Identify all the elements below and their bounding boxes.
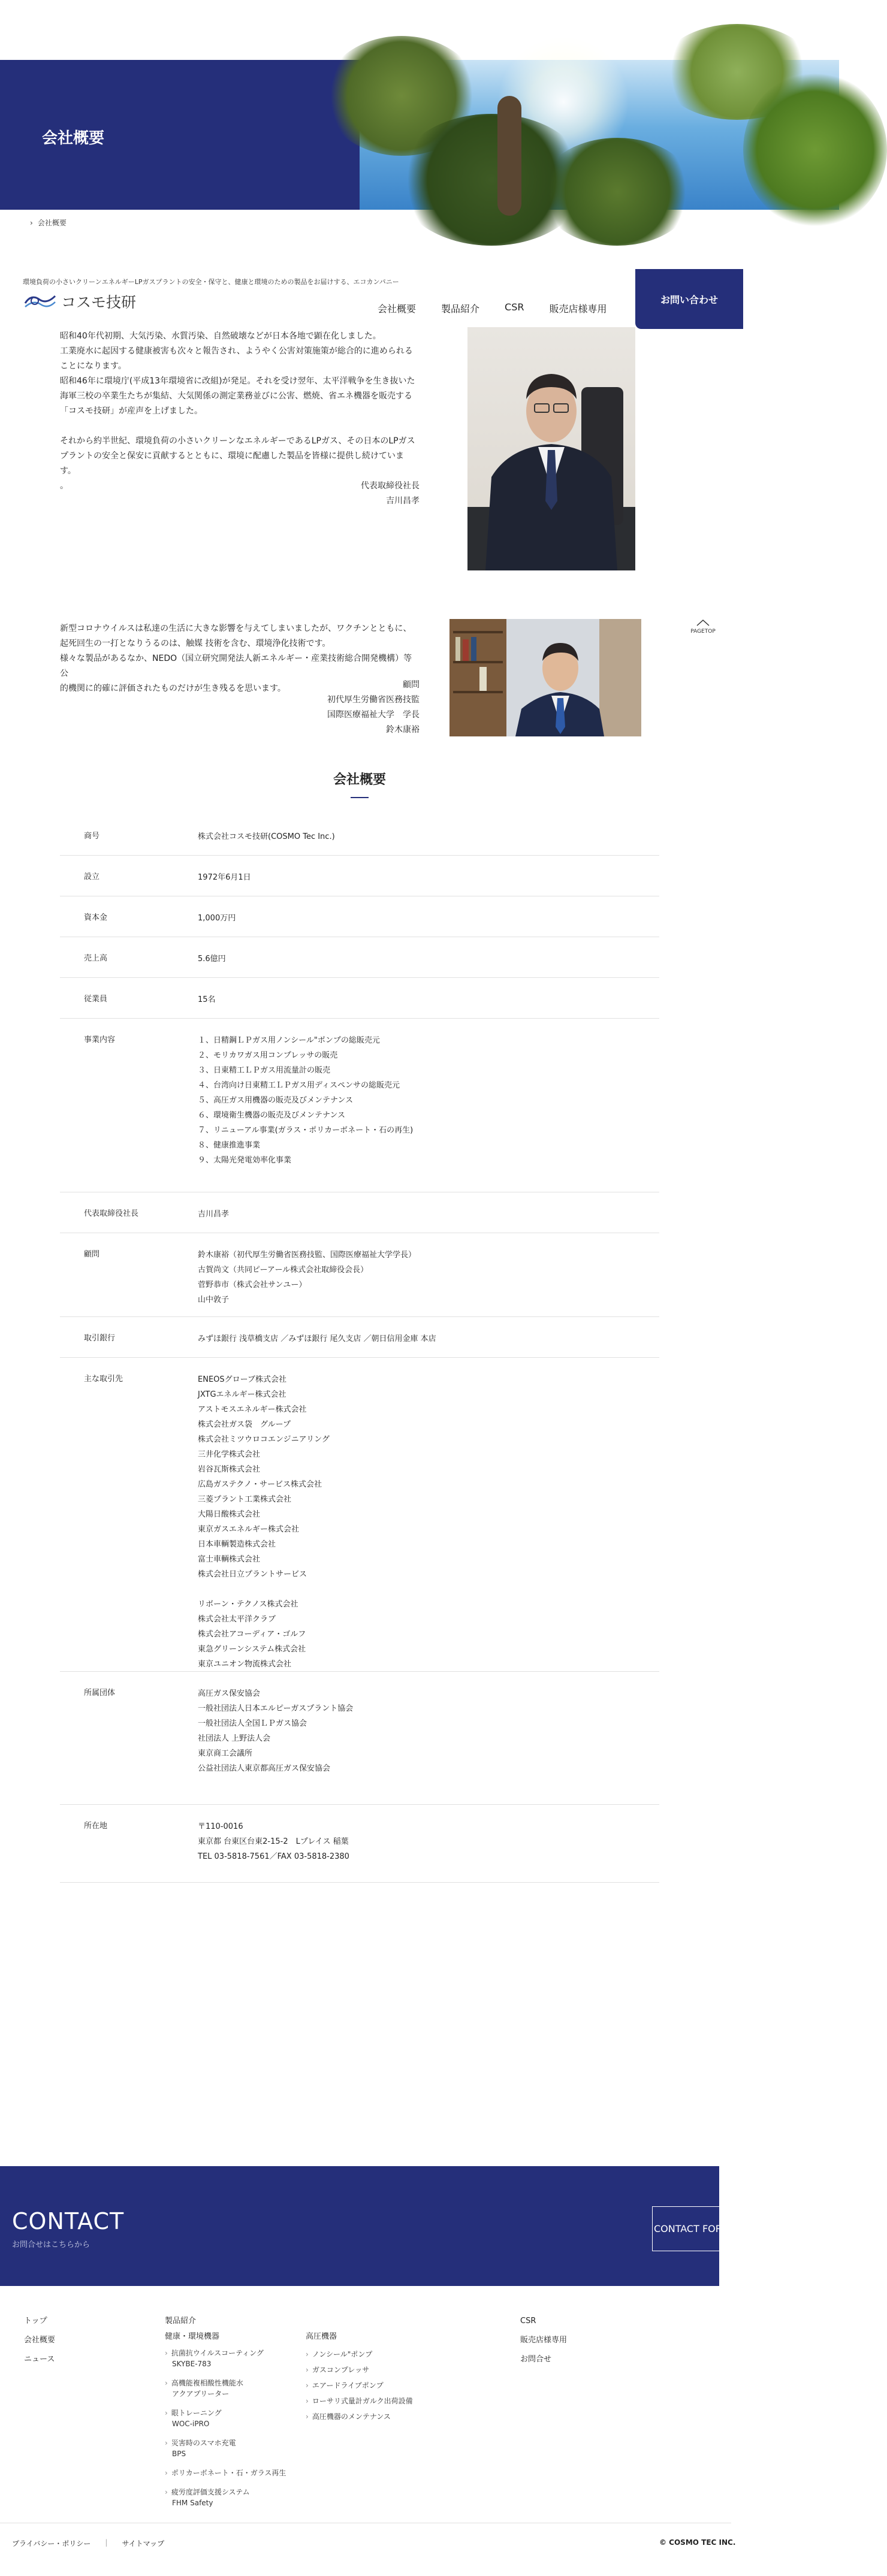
profile-value-line: 1972年6月1日 bbox=[198, 873, 251, 882]
nav-item-products[interactable]: 製品紹介 bbox=[441, 303, 480, 315]
message-line: 様々な製品があるなか、NEDO（国立研究開発法人新エネルギー・産業技術総合開発機構）等公 bbox=[60, 654, 412, 678]
footer-hp-text: ガスコンプレッサ bbox=[312, 2366, 370, 2374]
profile-row-label: 代表取締役社長 bbox=[84, 1209, 139, 1218]
site-logo[interactable] bbox=[23, 291, 136, 312]
footer-link-news[interactable]: ニュース bbox=[24, 2355, 55, 2364]
profile-row-value bbox=[198, 1819, 659, 1882]
footer-product-text: 高機能複相酸性機能水 bbox=[171, 2379, 243, 2387]
profile-value-line: 古賀尚文（共同ピーアール株式会社取締役会長） bbox=[198, 1266, 369, 1275]
footer-group-high-pressure: 高圧機器 bbox=[306, 2332, 337, 2341]
footer-product-text: FHM Safety bbox=[172, 2499, 213, 2507]
footer-product-line bbox=[165, 2418, 303, 2429]
profile-row-label: 設立 bbox=[84, 872, 100, 881]
footer-product-text: 眼トレーニング bbox=[171, 2409, 222, 2417]
footer-link-top[interactable]: トップ bbox=[24, 2317, 47, 2326]
footer-hp-link[interactable]: › ノンシール"ポンプ bbox=[306, 2350, 373, 2358]
footer-group-health: 健康・環境機器 bbox=[165, 2332, 220, 2341]
profile-value-line: 菅野恭市（株式会社サンユー） bbox=[198, 1281, 307, 1289]
footer-product-list bbox=[165, 2348, 303, 2508]
profile-value-line: ５、高圧ガス用機器の販売及びメンテナンス bbox=[198, 1096, 353, 1105]
profile-value-line: ４、台湾向け日東精工ＬＰガス用ディスペンサの総販売元 bbox=[198, 1081, 400, 1090]
message-line: それから約半世紀、環境負荷の小さいクリーンなエネルギーであるLPガス、その日本のLPガス bbox=[60, 436, 415, 446]
footer-hp-text: 高圧機器のメンテナンス bbox=[312, 2412, 391, 2421]
footer-column-hp-equipment bbox=[306, 2331, 461, 2427]
logo-text: コスモ技研 bbox=[61, 294, 137, 311]
breadcrumb-separator: › bbox=[30, 218, 33, 227]
footer-product-line: › 抗菌抗ウイルスコーティング bbox=[165, 2349, 264, 2357]
message-line: 昭和46年に環境庁(平成13年環境省に改組)が発足。それを受け翌年、太平洋戦争を生き抜いた bbox=[60, 376, 415, 386]
profile-row bbox=[60, 815, 659, 856]
message-line: 新型コロナウイルスは私達の生活に大きな影響を与えてしまいましたが、ワクチンとともに、 bbox=[60, 624, 412, 633]
footer-product-line: › 眼トレーニング bbox=[165, 2409, 222, 2417]
profile-row-value bbox=[198, 1033, 659, 1192]
profile-value-line: ENEOSグローブ株式会社 bbox=[198, 1375, 286, 1384]
message-line bbox=[60, 419, 420, 434]
signature-title: 顧問 bbox=[403, 680, 420, 690]
footer-product-line: › ポリカーボネート・石・ガラス再生 bbox=[165, 2469, 286, 2477]
hero-image bbox=[360, 60, 839, 210]
footer-product-link[interactable] bbox=[165, 2468, 303, 2478]
signature-advisor bbox=[276, 678, 420, 738]
profile-row bbox=[60, 1233, 659, 1317]
profile-row bbox=[60, 978, 659, 1019]
footer-product-text: 災害時のスマホ充電 bbox=[171, 2439, 236, 2447]
profile-row-label: 主な取引先 bbox=[84, 1375, 123, 1384]
profile-value-line: 株式会社アコーディア・ゴルフ bbox=[198, 1630, 306, 1639]
contact-banner-subtitle: お問合せはこちらから bbox=[12, 2240, 90, 2249]
profile-value-line: リボーン・テクノス株式会社 bbox=[198, 1600, 298, 1609]
profile-value-line: 三菱プラント工業株式会社 bbox=[198, 1495, 292, 1504]
footer-product-link[interactable] bbox=[165, 2378, 303, 2399]
contact-form-button[interactable]: CONTACT FORM bbox=[652, 2206, 719, 2251]
profile-row bbox=[60, 896, 659, 937]
footer-link-company[interactable]: 会社概要 bbox=[24, 2336, 56, 2345]
profile-value-line: 公益社団法人東京都高圧ガス保安協会 bbox=[198, 1764, 331, 1773]
profile-value-line: TEL 03-5818-7561／FAX 03-5818-2380 bbox=[198, 1852, 349, 1861]
signature-president bbox=[300, 479, 420, 509]
profile-value-line: １、日精鋼ＬＰガス用ノンシール"ポンプの総販売元 bbox=[198, 1036, 380, 1045]
profile-value-line: みずほ銀行 浅草橋支店 ／みずほ銀行 尾久支店 ／朝日信用金庫 本店 bbox=[198, 1334, 436, 1343]
profile-row bbox=[60, 856, 659, 896]
footer-product-text: ポリカーボネート・石・ガラス再生 bbox=[171, 2469, 286, 2477]
footer-hp-text: ノンシール"ポンプ bbox=[312, 2350, 373, 2358]
footer-link-dealers[interactable]: 販売店様専用 bbox=[520, 2336, 568, 2345]
footer-column-products bbox=[165, 2312, 303, 2517]
profile-row-label: 商号 bbox=[84, 832, 100, 841]
sitemap-link[interactable]: サイトマップ bbox=[122, 2539, 165, 2548]
message-line: 「コスモ技研」が産声を上げました。 bbox=[60, 406, 203, 416]
footer-product-text: WOC-iPRO bbox=[172, 2420, 210, 2428]
footer-product-line: › 高機能複相酸性機能水 bbox=[165, 2379, 243, 2387]
profile-value-line: 5.6億円 bbox=[198, 955, 226, 964]
profile-value-line: 東京ガスエネルギー株式会社 bbox=[198, 1525, 300, 1534]
profile-row bbox=[60, 1317, 659, 1358]
message-line: プラントの安全と保安に貢献するとともに、環境に配慮した製品を皆様に提供し続けています。 bbox=[60, 451, 404, 476]
section-title-profile: 会社概要 bbox=[333, 772, 386, 787]
footer-hp-link[interactable]: › エアードライブポンプ bbox=[306, 2381, 384, 2390]
footer-product-link[interactable] bbox=[165, 2487, 303, 2508]
profile-value-line: 三井化学株式会社 bbox=[198, 1450, 261, 1459]
profile-row-value bbox=[198, 1372, 659, 1671]
footer-hp-link[interactable]: › ローサリ式量計ガルク出荷設備 bbox=[306, 2397, 413, 2405]
footer-link-csr[interactable]: CSR bbox=[520, 2317, 536, 2326]
profile-row bbox=[60, 937, 659, 978]
profile-value-line: 大陽日酸株式会社 bbox=[198, 1510, 261, 1519]
breadcrumb bbox=[30, 218, 67, 228]
profile-row-label: 顧問 bbox=[84, 1250, 100, 1259]
profile-row bbox=[60, 1192, 659, 1233]
profile-value-line: 山中敦子 bbox=[198, 1295, 230, 1304]
profile-value-line: 富士車輌株式会社 bbox=[198, 1555, 261, 1564]
profile-value-line: 東京商工会議所 bbox=[198, 1749, 253, 1758]
footer-link-products[interactable]: 製品紹介 bbox=[165, 2317, 197, 2326]
footer-hp-link[interactable]: › ガスコンプレッサ bbox=[306, 2366, 370, 2374]
footer-product-line bbox=[165, 2498, 303, 2508]
footer-product-line: › 疲労度評価支援システム bbox=[165, 2488, 250, 2496]
profile-row-value bbox=[198, 911, 659, 937]
profile-value-line: 株式会社ミツウロコエンジニアリング bbox=[198, 1435, 330, 1444]
profile-value-line: 株式会社ガス袋 グループ bbox=[198, 1420, 291, 1429]
profile-row-value bbox=[198, 1248, 659, 1316]
profile-value-line: 社団法人 上野法人会 bbox=[198, 1734, 271, 1743]
profile-value-line: ９、太陽光発電効率化事業 bbox=[198, 1156, 292, 1165]
nav-item-company[interactable]: 会社概要 bbox=[378, 303, 417, 315]
site-tagline: 環境負荷の小さいクリーンエネルギーLPガスプラントの安全・保守と、健康と環境のための製品をお届けする、エコカンパニー bbox=[23, 278, 399, 286]
profile-row-label: 所在地 bbox=[84, 1822, 108, 1831]
president-photo bbox=[467, 327, 635, 570]
footer-hp-text: ローサリ式量計ガルク出荷設備 bbox=[312, 2397, 413, 2405]
footer-link-contact[interactable]: お問合せ bbox=[520, 2355, 552, 2364]
profile-value-line: アストモスエネルギー株式会社 bbox=[198, 1405, 307, 1414]
breadcrumb-current[interactable]: 会社概要 bbox=[37, 219, 67, 227]
footer-product-link[interactable] bbox=[165, 2348, 303, 2369]
footer-legal-links bbox=[12, 2538, 164, 2548]
profile-row bbox=[60, 1019, 659, 1192]
profile-value-line: ３、日東精工ＬＰガス用流量計の販売 bbox=[198, 1066, 331, 1075]
global-nav bbox=[378, 301, 607, 315]
profile-row-label: 所属団体 bbox=[84, 1689, 116, 1698]
profile-value-line: 高圧ガス保安協会 bbox=[198, 1689, 261, 1698]
pagetop-label: PAGETOP bbox=[690, 629, 716, 635]
footer-product-line bbox=[165, 2388, 303, 2399]
profile-value-line bbox=[198, 1582, 659, 1597]
footer-product-text: アクアプリーター bbox=[172, 2390, 230, 2398]
message-line: 昭和40年代初期、大気汚染、水質汚染、自然破壊などが日本各地で顕在化しました。 bbox=[60, 331, 381, 341]
profile-row-value bbox=[198, 992, 659, 1018]
footer-product-line: › 災害時のスマホ充電 bbox=[165, 2439, 236, 2447]
profile-value-line: ２、モリカワガス用コンプレッサの販売 bbox=[198, 1051, 338, 1060]
profile-row bbox=[60, 1358, 659, 1672]
profile-row-value bbox=[198, 1686, 659, 1804]
message-line: 海軍三校の卒業生たちが集結、大気関係の測定業務並びに公害、燃焼、省エネ機器を販売する bbox=[60, 391, 412, 401]
profile-value-line: ６、環境衛生機器の販売及びメンテナンス bbox=[198, 1111, 345, 1120]
profile-value-line: 一般社団法人全国ＬＰガス協会 bbox=[198, 1719, 307, 1728]
signature-name: 吉川昌孝 bbox=[386, 496, 420, 506]
profile-value-line: 15名 bbox=[198, 995, 216, 1004]
profile-value-line: 1,000万円 bbox=[198, 914, 236, 923]
logo-mark-icon bbox=[23, 291, 58, 312]
message-line: 工業廃水に起因する健康被害も次々と報告され、ようやく公害対策施策が総合的に進められる bbox=[60, 346, 413, 356]
footer-product-text: BPS bbox=[172, 2450, 186, 2458]
profile-row-label: 売上高 bbox=[84, 954, 108, 963]
profile-value-line: 株式会社太平洋クラブ bbox=[198, 1615, 276, 1624]
signature-title: 代表取締役社長 bbox=[361, 481, 420, 491]
signature-name: 鈴木康裕 bbox=[386, 725, 420, 735]
footer-column-main bbox=[24, 2312, 55, 2369]
contact-button[interactable]: お問い合わせ bbox=[635, 269, 743, 329]
profile-value-line: 岩谷瓦斯株式会社 bbox=[198, 1465, 261, 1474]
profile-value-line: JXTGエネルギー株式会社 bbox=[198, 1390, 286, 1399]
privacy-policy-link[interactable]: プライバシー・ポリシー bbox=[12, 2539, 91, 2548]
profile-row-value bbox=[198, 829, 659, 855]
profile-value-line: 東京ユニオン物流株式会社 bbox=[198, 1660, 292, 1669]
profile-row-value bbox=[198, 870, 659, 896]
signature-title: 初代厚生労働省医務技監 bbox=[327, 695, 420, 705]
profile-row-value bbox=[198, 952, 659, 977]
profile-value-line: 株式会社日立プラントサービス bbox=[198, 1570, 307, 1579]
message-line: 。 bbox=[60, 481, 68, 491]
profile-value-line: 一般社団法人日本エルピーガスプラント協会 bbox=[198, 1704, 354, 1713]
footer-column-other bbox=[520, 2312, 567, 2369]
footer-product-text: 疲労度評価支援システム bbox=[171, 2488, 250, 2496]
footer-product-text: 抗菌抗ウイルスコーティング bbox=[171, 2349, 264, 2357]
profile-row-value bbox=[198, 1207, 659, 1233]
footer-product-link[interactable] bbox=[165, 2438, 303, 2459]
profile-value-line: 東急グリーンシステム株式会社 bbox=[198, 1645, 306, 1654]
contact-banner-title: CONTACT bbox=[12, 2208, 125, 2234]
footer-product-link[interactable] bbox=[165, 2408, 303, 2429]
message-line: 起死回生の一打となりうるのは、触媒 技術を含む、環境浄化技術です。 bbox=[60, 639, 331, 648]
profile-value-line: ８、健康推進事業 bbox=[198, 1141, 261, 1150]
footer-separator: | bbox=[105, 2538, 108, 2547]
footer-product-text: SKYBE-783 bbox=[172, 2360, 212, 2368]
page-title: 会社概要 bbox=[42, 129, 105, 147]
message-line: ことになります。 bbox=[60, 361, 126, 371]
profile-row-label: 資本金 bbox=[84, 913, 108, 922]
company-profile-table bbox=[60, 815, 659, 1883]
profile-value-line: 広島ガステクノ・サービス株式会社 bbox=[198, 1480, 322, 1489]
signature-title: 国際医療福祉大学 学長 bbox=[327, 710, 420, 720]
profile-value-line: 鈴木康裕（初代厚生労働省医務技監、国際医療福祉大学学長） bbox=[198, 1251, 417, 1260]
pagetop-button[interactable] bbox=[688, 618, 718, 635]
footer-product-line bbox=[165, 2358, 303, 2369]
chevron-up-icon bbox=[696, 618, 710, 627]
profile-row-value bbox=[198, 1331, 659, 1357]
profile-value-line: 株式会社コスモ技研(COSMO Tec Inc.) bbox=[198, 832, 335, 841]
message-line: 的機関に的確に評価されたものだけが生き残るを思います。 bbox=[60, 684, 286, 693]
section-title-underline bbox=[351, 797, 369, 798]
copyright: © COSMO TEC INC. bbox=[659, 2538, 736, 2547]
footer-hp-list bbox=[306, 2349, 461, 2422]
profile-row bbox=[60, 1672, 659, 1805]
profile-row bbox=[60, 1805, 659, 1883]
footer-product-line bbox=[165, 2448, 303, 2459]
greeting-message-president bbox=[60, 329, 420, 494]
profile-value-line: 〒110-0016 bbox=[198, 1822, 243, 1831]
profile-row-label: 取引銀行 bbox=[84, 1334, 116, 1343]
profile-row-label: 従業員 bbox=[84, 995, 108, 1004]
profile-row-label: 事業内容 bbox=[84, 1035, 116, 1044]
footer-hp-link[interactable]: › 高圧機器のメンテナンス bbox=[306, 2412, 391, 2421]
nav-item-csr[interactable]: CSR bbox=[505, 301, 524, 313]
profile-value-line: 吉川昌孝 bbox=[198, 1210, 230, 1219]
profile-value-line: 日本車輌製造株式会社 bbox=[198, 1540, 276, 1549]
nav-item-dealers[interactable]: 販売店様専用 bbox=[549, 303, 607, 315]
footer-hp-text: エアードライブポンプ bbox=[312, 2381, 384, 2390]
profile-value-line: 東京都 台東区台東2-15-2 Lプレイス 稲葉 bbox=[198, 1837, 349, 1846]
advisor-photo bbox=[449, 619, 641, 736]
profile-value-line: ７、リニューアル事業(ガラス・ポリカーボネート・石の再生) bbox=[198, 1126, 414, 1135]
